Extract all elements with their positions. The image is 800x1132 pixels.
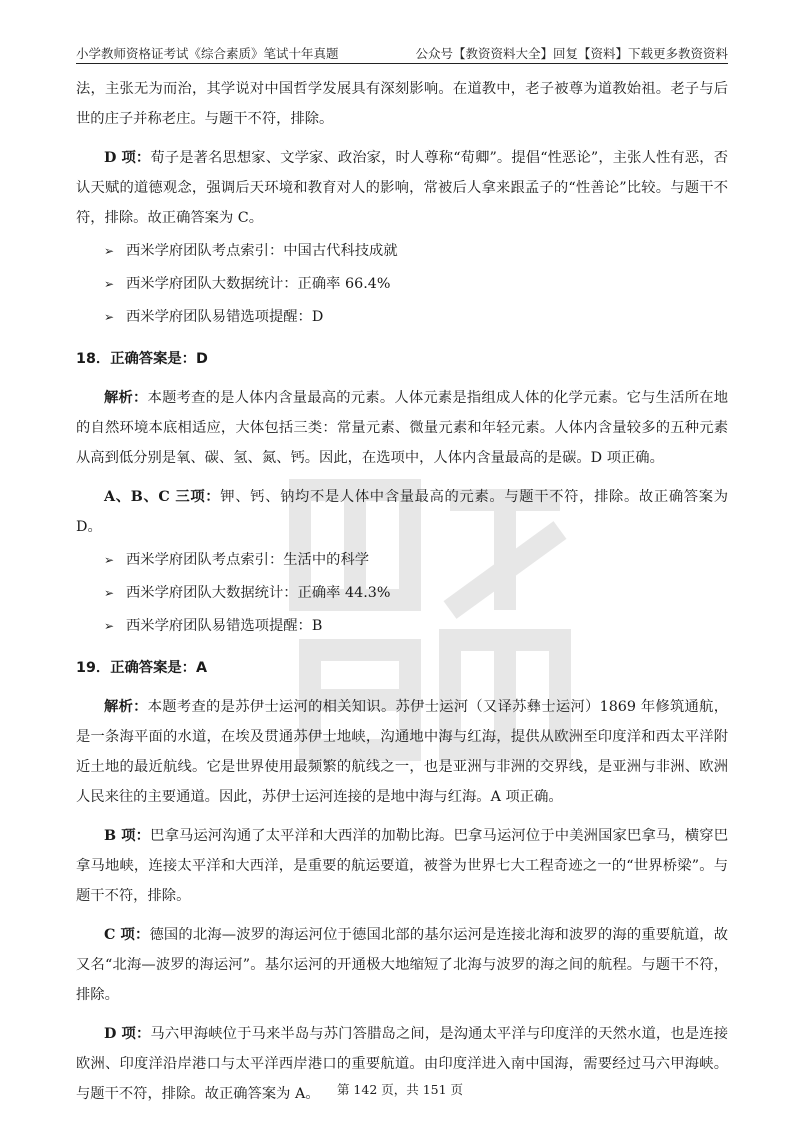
arrow-bullet-icon: ➢ xyxy=(104,310,115,324)
q19-option-b xyxy=(76,821,728,911)
option-text: 马六甲海峡位于马来半岛与苏门答腊岛之间，是沟通太平洋与印度洋的天然水道，也是连接欧洲、印度洋沿岸港口与太平洋西岸港口的重要航道。由印度洋进入南中国海，需要经过马六甲海峡。与题干不符，排除。故正确答案为 A。 xyxy=(76,1026,728,1102)
bullet-text: 西米学府团队大数据统计：正确率 44.3% xyxy=(126,585,391,601)
option-text: 荀子是著名思想家、文学家、政治家，时人尊称“荀卿”。提倡“性恶论”，主张人性有恶，否认天赋的道德观念，强调后天环境和教育对人的影响，常被后人拿来跟孟子的“性善论”比较。与题干不符，排除。故正确答案为 C。 xyxy=(76,150,728,226)
option-label: D 项： xyxy=(104,150,151,166)
continued-paragraph: 法，主张无为而治，其学说对中国哲学发展具有深刻影响。在道教中，老子被尊为道教始祖。老子与后世的庄子并称老庄。与题干不符，排除。 xyxy=(76,81,728,127)
arrow-bullet-icon: ➢ xyxy=(104,619,115,633)
q18-heading: 18．正确答案是：D xyxy=(76,351,208,367)
q18-bullet-1 xyxy=(76,545,728,575)
option-label: B 项： xyxy=(104,828,151,844)
q18-bullet-2 xyxy=(76,578,728,608)
q18-options-abc xyxy=(76,482,728,542)
q17-option-d xyxy=(76,143,728,233)
q19-heading: 19．正确答案是：A xyxy=(76,660,208,676)
option-label: D 项： xyxy=(104,1026,151,1042)
analysis-text: 本题考查的是苏伊士运河的相关知识。苏伊士运河（又译苏彝士运河）1869 年修筑通航，是一条海平面的水道，在埃及贯通苏伊士地峡，沟通地中海与红海，提供从欧洲至印度洋和西太平洋附近土地的最近航线。它是世界使用最频繁的航线之一，也是亚洲与非洲的交界线，是亚洲与非洲、欧洲人民来往的主要通道。因此，苏伊士运河连接的是地中海与红海。A 项正确。 xyxy=(76,699,728,805)
analysis-label: 解析： xyxy=(104,699,148,715)
arrow-bullet-icon: ➢ xyxy=(104,553,115,567)
header-divider xyxy=(76,63,728,64)
q19-option-c xyxy=(76,920,728,1010)
bullet-text: 西米学府团队大数据统计：正确率 66.4% xyxy=(126,276,391,292)
analysis-text: 本题考查的是人体内含量最高的元素。人体元素是指组成人体的化学元素。它与生活所在地的自然环境本底相适应，大体包括三类：常量元素、微量元素和年轻元素。人体内含量较多的五种元素从高到低分别是氧、碳、氢、氮、钙。因此，在选项中，人体内含量最高的是碳。D 项正确。 xyxy=(76,390,729,466)
q17-bullet-3 xyxy=(76,302,728,332)
q18-bullet-3 xyxy=(76,611,728,641)
option-label: A、B、C 三项： xyxy=(104,489,221,505)
arrow-bullet-icon: ➢ xyxy=(104,586,115,600)
header-title: 小学教师资格证考试《综合素质》笔试十年真题 xyxy=(76,46,339,61)
option-label: C 项： xyxy=(104,927,150,943)
q17-bullet-1 xyxy=(76,236,728,266)
page-number: 第 142 页，共 151 页 xyxy=(336,1082,464,1097)
q17-bullet-2 xyxy=(76,269,728,299)
option-text: 德国的北海—波罗的海运河位于德国北部的基尔运河是连接北海和波罗的海的重要航道，故又名“北海—波罗的海运河”。基尔运河的开通极大地缩短了北海与波罗的海之间的航程。与题干不符，排除。 xyxy=(76,927,728,1003)
arrow-bullet-icon: ➢ xyxy=(104,277,115,291)
header-promo: 公众号【教资资料大全】回复【资料】下载更多教资资料 xyxy=(415,46,728,61)
option-text: 巴拿马运河沟通了太平洋和大西洋的加勒比海。巴拿马运河位于中美洲国家巴拿马，横穿巴拿马地峡，连接太平洋和大西洋，是重要的航运要道，被誉为世界七大工程奇迹之一的“世界桥梁”。与题干不符，排除。 xyxy=(76,828,729,904)
bullet-text: 西米学府团队易错选项提醒：D xyxy=(126,309,324,325)
bullet-text: 西米学府团队考点索引：生活中的科学 xyxy=(126,552,370,568)
page-content xyxy=(76,74,728,1109)
option-text: 钾、钙、钠均不是人体中含量最高的元素。与题干不符，排除。故正确答案为 D。 xyxy=(76,489,728,535)
arrow-bullet-icon: ➢ xyxy=(104,244,115,258)
page-header xyxy=(76,44,728,64)
bullet-text: 西米学府团队考点索引：中国古代科技成就 xyxy=(126,243,398,259)
q19-analysis xyxy=(76,692,728,812)
analysis-label: 解析： xyxy=(104,390,148,406)
bullet-text: 西米学府团队易错选项提醒：B xyxy=(126,618,323,634)
q18-analysis xyxy=(76,383,728,473)
